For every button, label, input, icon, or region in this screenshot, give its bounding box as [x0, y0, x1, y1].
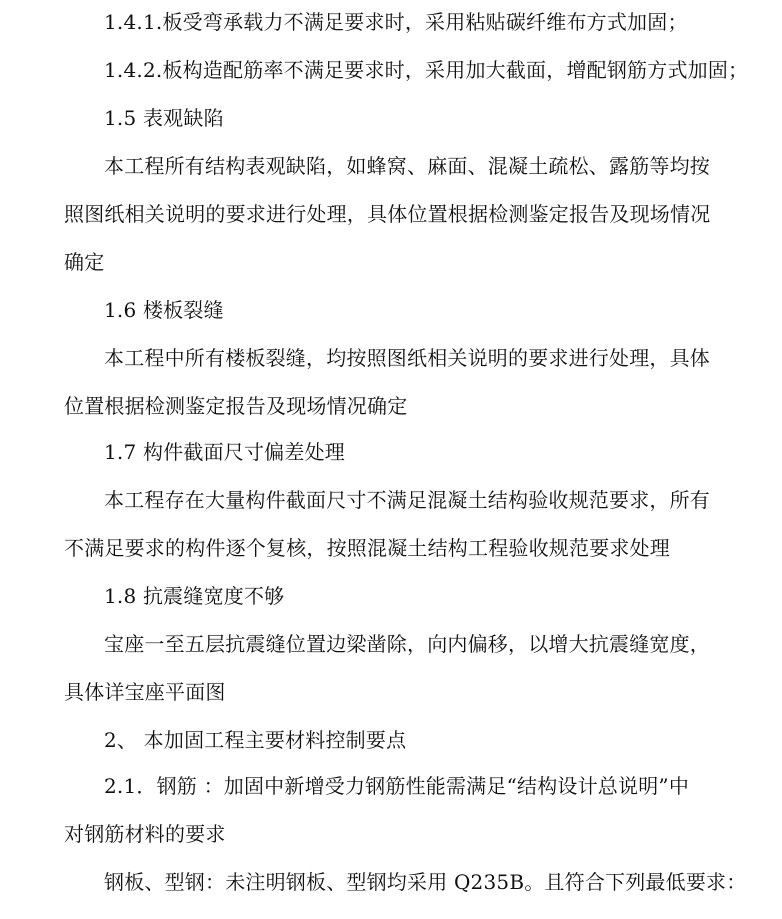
- heading-2: 2、 本加固工程主要材料控制要点: [104, 728, 407, 752]
- heading-1-5: 1.5 表观缺陷: [104, 106, 224, 130]
- paragraph-line: 确定: [64, 250, 105, 274]
- paragraph-line: 本工程存在大量构件截面尺寸不满足混凝土结构验收规范要求，所有: [104, 488, 710, 512]
- paragraph-line: 本工程所有结构表观缺陷，如蜂窝、麻面、混凝土疏松、露筋等均按: [104, 154, 710, 178]
- paragraph-line: 照图纸相关说明的要求进行处理，具体位置根据检测鉴定报告及现场情况: [64, 202, 711, 226]
- paragraph-line: 不满足要求的构件逐个复核，按照混凝土结构工程验收规范要求处理: [64, 536, 670, 560]
- heading-1-6: 1.6 楼板裂缝: [104, 298, 224, 322]
- paragraph-line: 具体详宝座平面图: [64, 680, 226, 704]
- paragraph-line: 宝座一至五层抗震缝位置边梁凿除，向内偏移，以增大抗震缝宽度，: [104, 632, 710, 656]
- paragraph-line: 对钢筋材料的要求: [64, 822, 226, 846]
- paragraph-line: 本工程中所有楼板裂缝，均按照图纸相关说明的要求进行处理，具体: [104, 346, 710, 370]
- clause-1-4-1: 1.4.1.板受弯承载力不满足要求时，采用粘贴碳纤维布方式加固；: [104, 10, 688, 34]
- heading-1-8: 1.8 抗震缝宽度不够: [104, 584, 285, 608]
- paragraph-line: 位置根据检测鉴定报告及现场情况确定: [64, 394, 408, 418]
- clause-2-1: 2.1．钢筋 ：加固中新增受力钢筋性能需满足“结构设计总说明”中: [104, 774, 690, 798]
- heading-1-7: 1.7 构件截面尺寸偏差处理: [104, 440, 345, 464]
- clause-1-4-2: 1.4.2.板构造配筋率不满足要求时，采用加大截面，增配钢筋方式加固；: [104, 58, 749, 82]
- paragraph-line: 钢板、型钢：未注明钢板、型钢均采用 Q235B。且符合下列最低要求：: [104, 870, 747, 894]
